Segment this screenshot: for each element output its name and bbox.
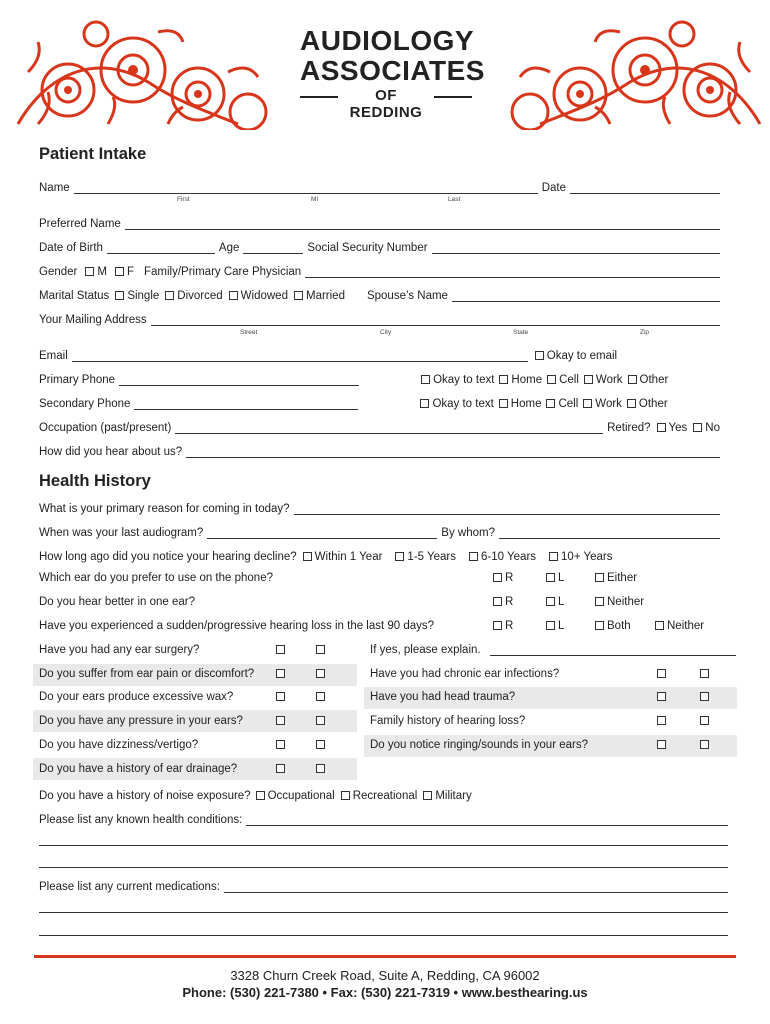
age-label: Age <box>218 242 240 254</box>
better-ear-neither-checkbox[interactable] <box>595 597 604 606</box>
gender-f-option[interactable]: F <box>115 266 134 278</box>
preferred-name-field[interactable] <box>125 218 720 230</box>
noise-recreational-checkbox[interactable] <box>341 791 350 800</box>
sudden-loss-both-option[interactable]: Both <box>595 620 631 632</box>
surgery-no-option[interactable] <box>316 644 328 656</box>
secondary-other-option[interactable]: Other <box>627 398 668 410</box>
phone-ear-l-option[interactable]: L <box>546 572 564 584</box>
y1-5-option[interactable]: 1-5 Years <box>395 551 456 563</box>
gender-f-checkbox[interactable] <box>115 267 124 276</box>
ear-drainage-label: Do you have a history of ear drainage? <box>39 763 238 775</box>
surgery-label: Have you had any ear surgery? <box>39 644 200 656</box>
physician-field[interactable] <box>305 266 720 278</box>
ear-pressure-yes-option[interactable] <box>276 715 288 727</box>
ssn-field[interactable] <box>432 242 720 254</box>
ear-pressure-no-option[interactable] <box>316 715 328 727</box>
sudden-loss-both-checkbox[interactable] <box>595 621 604 630</box>
ear-drainage-no-checkbox[interactable] <box>316 764 325 773</box>
y10-plus-checkbox[interactable] <box>549 552 558 561</box>
secondary-okay-text-checkbox[interactable] <box>420 399 429 408</box>
primary-phone-label: Primary Phone <box>39 374 116 386</box>
occupation-field[interactable] <box>175 422 603 434</box>
marital-divorced-checkbox[interactable] <box>165 291 174 300</box>
ringing-label: Do you notice ringing/sounds in your ears? <box>370 739 588 751</box>
retired-yes-option[interactable]: Yes <box>657 422 688 434</box>
physician-label: Family/Primary Care Physician <box>143 266 302 278</box>
better-ear-r-checkbox[interactable] <box>493 597 502 606</box>
family-history-yes-checkbox[interactable] <box>657 716 666 725</box>
primary-okay-text-checkbox[interactable] <box>421 375 430 384</box>
ringing-no-checkbox[interactable] <box>700 740 709 749</box>
family-history-no-checkbox[interactable] <box>700 716 709 725</box>
phone-ear-either-option[interactable]: Either <box>595 572 637 584</box>
sudden-loss-neither-option[interactable]: Neither <box>655 620 704 632</box>
head-trauma-label: Have you had head trauma? <box>370 691 516 703</box>
secondary-work-checkbox[interactable] <box>583 399 592 408</box>
spouse-field[interactable] <box>452 290 720 302</box>
ear-drainage-yes-option[interactable] <box>276 763 288 775</box>
ear-infections-no-option[interactable] <box>700 668 712 680</box>
patient-intake-title: Patient Intake <box>39 145 147 163</box>
footer-address: 3328 Churn Creek Road, Suite A, Redding, CA 96002 <box>230 968 540 983</box>
ringing-yes-checkbox[interactable] <box>657 740 666 749</box>
sudden-loss-l-option[interactable]: L <box>546 620 564 632</box>
marital-label: Marital Status <box>39 290 110 302</box>
ear-infections-no-checkbox[interactable] <box>700 669 709 678</box>
phone-ear-l-checkbox[interactable] <box>546 573 555 582</box>
name-sub-mi: MI <box>311 196 319 203</box>
head-trauma-no-checkbox[interactable] <box>700 692 709 701</box>
retired-label: Retired? <box>607 422 651 434</box>
sudden-loss-neither-checkbox[interactable] <box>655 621 664 630</box>
medications-line-2[interactable] <box>39 912 728 913</box>
ear-pain-no-option[interactable] <box>316 668 328 680</box>
last-audiogram-field[interactable] <box>207 527 437 539</box>
marital-divorced-option[interactable]: Divorced <box>165 290 222 302</box>
ear-pressure-yes-checkbox[interactable] <box>276 716 285 725</box>
primary-okay-text-option[interactable]: Okay to text <box>421 374 494 386</box>
left-floral-decoration <box>8 12 298 130</box>
address-label: Your Mailing Address <box>39 314 147 326</box>
dizziness-yes-checkbox[interactable] <box>276 740 285 749</box>
marital-widowed-option[interactable]: Widowed <box>229 290 288 302</box>
dizziness-no-option[interactable] <box>316 739 328 751</box>
secondary-phone-label: Secondary Phone <box>39 398 131 410</box>
addr-sub-zip: Zip <box>640 329 650 336</box>
ear-infections-label: Have you had chronic ear infections? <box>370 668 560 680</box>
secondary-home-option[interactable]: Home <box>499 398 542 410</box>
primary-cell-checkbox[interactable] <box>547 375 556 384</box>
dob-label: Date of Birth <box>39 242 103 254</box>
marital-married-option[interactable]: Married <box>294 290 345 302</box>
age-field[interactable] <box>243 242 303 254</box>
secondary-work-option[interactable]: Work <box>583 398 622 410</box>
secondary-okay-text-option[interactable]: Okay to text <box>420 398 493 410</box>
primary-work-option[interactable]: Work <box>584 374 623 386</box>
gender-m-checkbox[interactable] <box>85 267 94 276</box>
primary-cell-option[interactable]: Cell <box>547 374 579 386</box>
head-trauma-no-option[interactable] <box>700 691 712 703</box>
conditions-line-3[interactable] <box>39 867 728 868</box>
ringing-yes-option[interactable] <box>657 739 669 751</box>
primary-work-checkbox[interactable] <box>584 375 593 384</box>
better-ear-neither-option[interactable]: Neither <box>595 596 644 608</box>
ear-drainage-no-option[interactable] <box>316 763 328 775</box>
ear-pain-no-checkbox[interactable] <box>316 669 325 678</box>
footer-contact: Phone: (530) 221-7380 • Fax: (530) 221-7319 • www.besthearing.us <box>182 985 588 1000</box>
conditions-line-2[interactable] <box>39 845 728 846</box>
brand-line-3: OF REDDING <box>349 87 423 121</box>
address-field[interactable] <box>151 314 720 326</box>
better-ear-label: Do you hear better in one ear? <box>39 596 195 608</box>
noise-military-checkbox[interactable] <box>423 791 432 800</box>
primary-other-checkbox[interactable] <box>628 375 637 384</box>
dob-field[interactable] <box>107 242 215 254</box>
retired-yes-checkbox[interactable] <box>657 423 666 432</box>
noise-occupational-option[interactable]: Occupational <box>256 790 335 802</box>
noise-occupational-checkbox[interactable] <box>256 791 265 800</box>
marital-single-option[interactable]: Single <box>115 290 159 302</box>
medications-label: Please list any current medications: <box>39 881 220 893</box>
sudden-loss-r-checkbox[interactable] <box>493 621 502 630</box>
y10-plus-option[interactable]: 10+ Years <box>549 551 612 563</box>
primary-home-option[interactable]: Home <box>499 374 542 386</box>
marital-married-checkbox[interactable] <box>294 291 303 300</box>
ear-wax-yes-option[interactable] <box>276 691 288 703</box>
primary-phone-field[interactable] <box>119 374 359 386</box>
ear-infections-yes-checkbox[interactable] <box>657 669 666 678</box>
secondary-home-checkbox[interactable] <box>499 399 508 408</box>
primary-reason-label: What is your primary reason for coming in today? <box>39 503 290 515</box>
ear-pressure-label: Do you have any pressure in your ears? <box>39 715 243 727</box>
ear-wax-no-option[interactable] <box>316 691 328 703</box>
addr-sub-street: Street <box>240 329 258 336</box>
okay-email-option[interactable]: Okay to email <box>535 350 617 362</box>
secondary-cell-option[interactable]: Cell <box>546 398 578 410</box>
health-history-title: Health History <box>39 472 151 490</box>
sudden-loss-label: Have you experienced a sudden/progressive hearing loss in the last 90 days? <box>39 620 435 632</box>
hear-about-field[interactable] <box>186 446 720 458</box>
noise-military-option[interactable]: Military <box>423 790 471 802</box>
decline-label: How long ago did you notice your hearing decline? <box>39 551 297 563</box>
within-1-option[interactable]: Within 1 Year <box>303 551 383 563</box>
brand-rule-right <box>434 96 472 98</box>
by-whom-label: By whom? <box>441 527 495 539</box>
explain-label: If yes, please explain. <box>370 644 481 656</box>
dizziness-no-checkbox[interactable] <box>316 740 325 749</box>
ssn-label: Social Security Number <box>307 242 428 254</box>
secondary-cell-checkbox[interactable] <box>546 399 555 408</box>
ear-infections-yes-option[interactable] <box>657 668 669 680</box>
gender-label: Gender <box>39 266 78 278</box>
family-history-label: Family history of hearing loss? <box>370 715 526 727</box>
medications-line-3[interactable] <box>39 935 728 936</box>
sudden-loss-l-checkbox[interactable] <box>546 621 555 630</box>
okay-email-checkbox[interactable] <box>535 351 544 360</box>
surgery-yes-checkbox[interactable] <box>276 645 285 654</box>
date-label: Date <box>541 182 566 194</box>
y6-10-checkbox[interactable] <box>469 552 478 561</box>
sudden-loss-r-option[interactable]: R <box>493 620 513 632</box>
primary-home-checkbox[interactable] <box>499 375 508 384</box>
phone-ear-label: Which ear do you prefer to use on the phone? <box>39 572 273 584</box>
name-field[interactable] <box>74 182 538 194</box>
y6-10-option[interactable]: 6-10 Years <box>469 551 536 563</box>
last-audiogram-label: When was your last audiogram? <box>39 527 204 539</box>
brand-line-1: AUDIOLOGY <box>300 25 475 56</box>
noise-label: Do you have a history of noise exposure? <box>39 790 251 802</box>
addr-sub-city: City <box>380 329 392 336</box>
medications-field[interactable] <box>224 881 728 893</box>
dizziness-yes-option[interactable] <box>276 739 288 751</box>
ringing-no-option[interactable] <box>700 739 712 751</box>
better-ear-l-checkbox[interactable] <box>546 597 555 606</box>
dizziness-label: Do you have dizziness/vertigo? <box>39 739 199 751</box>
primary-reason-field[interactable] <box>294 503 720 515</box>
y1-5-checkbox[interactable] <box>395 552 404 561</box>
conditions-label: Please list any known health conditions: <box>39 814 243 826</box>
retired-no-checkbox[interactable] <box>693 423 702 432</box>
name-sub-last: Last <box>448 196 461 203</box>
explain-field[interactable] <box>490 644 736 656</box>
ear-pressure-no-checkbox[interactable] <box>316 716 325 725</box>
gender-m-option[interactable]: M <box>85 266 107 278</box>
ear-pain-yes-checkbox[interactable] <box>276 669 285 678</box>
retired-no-option[interactable]: No <box>693 422 720 434</box>
family-history-yes-option[interactable] <box>657 715 669 727</box>
head-trauma-yes-checkbox[interactable] <box>657 692 666 701</box>
by-whom-field[interactable] <box>499 527 720 539</box>
name-sub-first: First <box>177 196 190 203</box>
addr-sub-state: State <box>513 329 529 336</box>
ear-drainage-yes-checkbox[interactable] <box>276 764 285 773</box>
secondary-other-checkbox[interactable] <box>627 399 636 408</box>
ear-wax-yes-checkbox[interactable] <box>276 692 285 701</box>
right-floral-decoration <box>480 12 770 130</box>
family-history-no-option[interactable] <box>700 715 712 727</box>
head-trauma-yes-option[interactable] <box>657 691 669 703</box>
phone-ear-r-checkbox[interactable] <box>493 573 502 582</box>
surgery-yes-option[interactable] <box>276 644 288 656</box>
primary-other-option[interactable]: Other <box>628 374 669 386</box>
marital-single-checkbox[interactable] <box>115 291 124 300</box>
email-field[interactable] <box>72 350 528 362</box>
secondary-phone-field[interactable] <box>134 398 358 410</box>
date-field[interactable] <box>570 182 720 194</box>
phone-ear-either-checkbox[interactable] <box>595 573 604 582</box>
email-label: Email <box>39 350 68 362</box>
surgery-no-checkbox[interactable] <box>316 645 325 654</box>
ear-wax-label: Do your ears produce excessive wax? <box>39 691 234 703</box>
better-ear-l-option[interactable]: L <box>546 596 564 608</box>
hear-about-label: How did you hear about us? <box>39 446 183 458</box>
footer-divider <box>34 955 736 958</box>
marital-widowed-checkbox[interactable] <box>229 291 238 300</box>
phone-ear-r-option[interactable]: R <box>493 572 513 584</box>
better-ear-r-option[interactable]: R <box>493 596 513 608</box>
brand-line-2: ASSOCIATES <box>300 55 485 86</box>
within-1-checkbox[interactable] <box>303 552 312 561</box>
conditions-field[interactable] <box>246 814 728 826</box>
ear-pain-label: Do you suffer from ear pain or discomfort? <box>39 668 255 680</box>
occupation-label: Occupation (past/present) <box>39 422 172 434</box>
name-label: Name <box>39 182 70 194</box>
ear-wax-no-checkbox[interactable] <box>316 692 325 701</box>
ear-pain-yes-option[interactable] <box>276 668 288 680</box>
noise-recreational-option[interactable]: Recreational <box>341 790 418 802</box>
spouse-label: Spouse’s Name <box>366 290 448 302</box>
preferred-name-label: Preferred Name <box>39 218 121 230</box>
brand-rule-left <box>300 96 338 98</box>
